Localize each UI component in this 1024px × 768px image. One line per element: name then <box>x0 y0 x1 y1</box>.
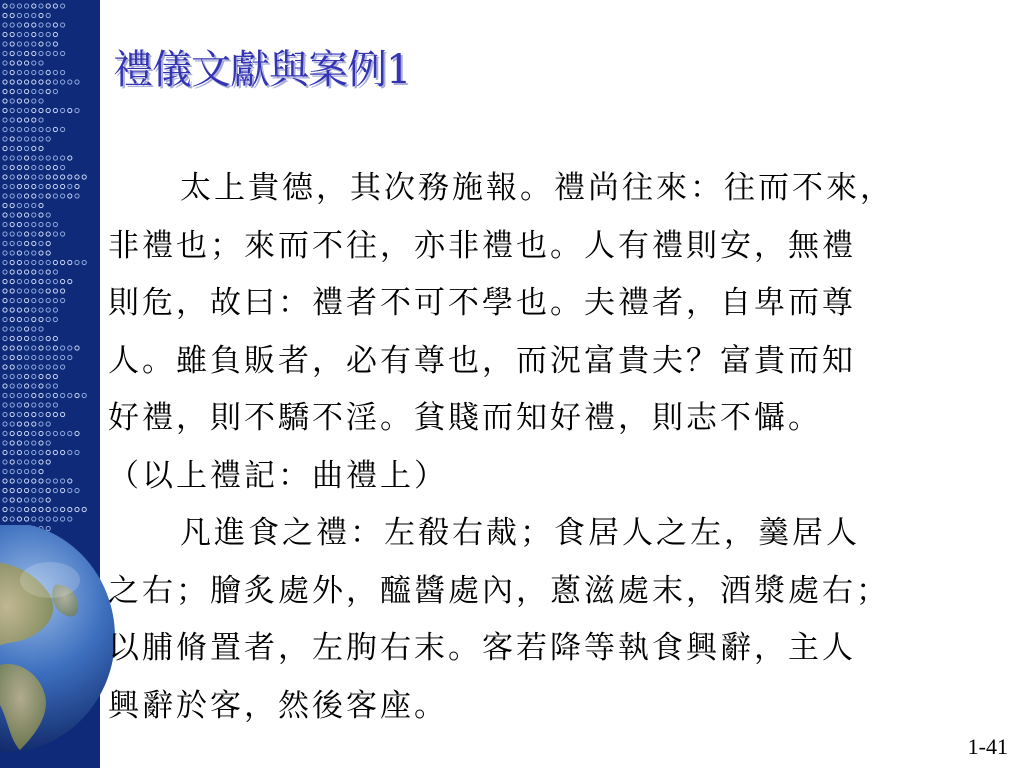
text-line: 好禮，則不驕不淫。貧賤而知好禮，則志不懾。 <box>108 400 822 436</box>
text-line: 則危，故曰：禮者不可不學也。夫禮者，自卑而尊 <box>108 285 856 321</box>
slide-title: 禮儀文獻與案例1 <box>113 47 411 93</box>
text-line: 以脯脩置者，左朐右末。客若降等執食興辭，主人 <box>108 630 856 666</box>
globe-icon <box>0 525 120 755</box>
text-line: 之右；膾炙處外，醯醬處內，蔥滋處末，酒漿處右； <box>108 572 890 609</box>
paragraph-2 <box>108 505 1013 735</box>
paragraph-1 <box>108 160 1013 505</box>
text-line: 人。雖負販者，必有尊也，而況富貴夫？富貴而知 <box>108 342 856 379</box>
text-line: 興辭於客，然後客座。 <box>108 687 448 724</box>
text-line: 凡進食之禮：左殽右胾；食居人之左，羹居人 <box>180 515 860 551</box>
citation-line: （以上禮記：曲禮上） <box>108 457 448 494</box>
text-line: 非禮也；來而不往，亦非禮也。人有禮則安，無禮 <box>108 227 856 264</box>
body-text <box>108 160 1013 735</box>
text-line: 太上貴德，其次務施報。禮尚往來：往而不來， <box>180 170 894 206</box>
page-number: 1-41 <box>967 734 1008 759</box>
